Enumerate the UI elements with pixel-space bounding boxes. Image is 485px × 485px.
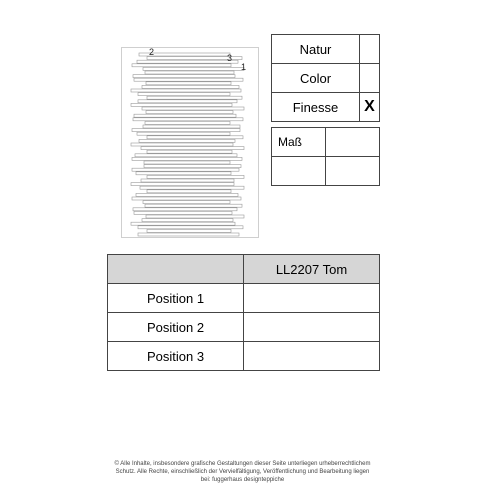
position-label: Position 1: [108, 284, 244, 313]
rug-stripe: [132, 129, 240, 132]
rug-stripe: [134, 78, 243, 81]
rug-stripe: [137, 60, 238, 63]
rug-label-2: 2: [149, 47, 155, 57]
rug-stripe: [142, 85, 239, 88]
rug-stripe: [135, 154, 237, 157]
option-checkbox[interactable]: [360, 35, 380, 64]
rug-stripe: [136, 193, 238, 196]
option-checkbox[interactable]: [360, 64, 380, 93]
rug-stripe: [144, 165, 241, 168]
copyright-footer: [80, 460, 405, 484]
position-label: Position 2: [108, 313, 244, 342]
rug-stripe: [134, 211, 232, 214]
rug-stripe: [131, 183, 234, 186]
option-checkbox-checked[interactable]: X: [360, 93, 380, 122]
rug-stripe: [145, 71, 234, 74]
rug-label-3: 3: [227, 53, 233, 63]
positions-table: [107, 254, 380, 371]
rug-stripe: [132, 168, 239, 171]
rug-stripe: [133, 118, 243, 121]
size-value-cell[interactable]: [326, 128, 380, 157]
size-table: [271, 127, 380, 186]
rug-stripe: [146, 111, 233, 114]
size-value-cell[interactable]: [326, 157, 380, 186]
option-label: Color: [272, 64, 360, 93]
position-value-cell[interactable]: [244, 342, 380, 371]
rug-stripe: [132, 157, 242, 160]
rug-stripe: [133, 75, 235, 78]
rug-stripe: [147, 150, 232, 153]
rug-stripe: [147, 175, 244, 178]
rug-design-preview: [121, 47, 259, 238]
positions-header: [108, 255, 380, 284]
size-label: Maß: [272, 128, 326, 157]
positions-header-empty: [108, 255, 244, 284]
rug-stripe: [133, 208, 237, 211]
position-label: Position 3: [108, 342, 244, 371]
rug-label-1: 1: [241, 62, 247, 72]
rug-stripe: [136, 172, 231, 175]
footer-line: bei: fuggerhaus designteppiche: [200, 477, 285, 483]
rug-stripe: [138, 233, 239, 236]
rug-stripe: [147, 136, 243, 139]
rug-stripe: [142, 107, 244, 110]
rug-stripe: [131, 222, 235, 225]
rug-stripe: [139, 139, 235, 142]
rug-stripe: [147, 96, 242, 99]
rug-stripe: [131, 103, 232, 106]
position-value-cell[interactable]: [244, 313, 380, 342]
option-row: [272, 64, 380, 93]
rug-stripe: [145, 204, 242, 207]
rug-stripe: [141, 179, 234, 182]
rug-stripe: [143, 125, 240, 128]
rug-stripe: [138, 93, 230, 96]
rug-stripe: [147, 229, 231, 232]
option-row: [272, 93, 380, 122]
position-value-cell[interactable]: [244, 284, 380, 313]
option-label: Natur: [272, 35, 360, 64]
rug-stripe: [144, 161, 230, 164]
option-row: [272, 35, 380, 64]
collection-options-table: [271, 34, 380, 122]
rug-stripe: [140, 186, 244, 189]
rug-stripe: [143, 201, 230, 204]
rug-stripe: [145, 121, 230, 124]
rug-stripe: [132, 64, 231, 67]
size-value-cell[interactable]: [272, 157, 326, 186]
footer-line: © Alle Inhalte, insbesondere grafische Gestaltungen dieser Seite unterliegen urheberrechtlichem: [114, 461, 371, 467]
table-row: [108, 313, 380, 342]
table-row: [108, 284, 380, 313]
rug-stripe: [143, 67, 244, 70]
rug-stripe: [138, 100, 237, 103]
rug-stripe: [132, 197, 241, 200]
rug-stripe: [138, 226, 243, 229]
rug-stripe: [147, 190, 231, 193]
rug-stripe: [137, 132, 230, 135]
rug-stripe: [131, 89, 241, 92]
rug-stripe: [134, 114, 236, 117]
rug-stripe: [141, 147, 244, 150]
positions-header-title: LL2207 Tom: [244, 255, 380, 284]
rug-stripe: [146, 215, 244, 218]
table-row: [108, 342, 380, 371]
rug-stripe: [142, 219, 233, 222]
footer-line: Schutz. Alle Rechte, einschließlich der Vervielfältigung, Veröffentlichung und Bearbeitung liegen: [115, 469, 370, 475]
rug-stripe: [131, 143, 233, 146]
rug-stripe-pattern: [122, 48, 260, 239]
rug-stripe: [146, 82, 231, 85]
option-label: Finesse: [272, 93, 360, 122]
